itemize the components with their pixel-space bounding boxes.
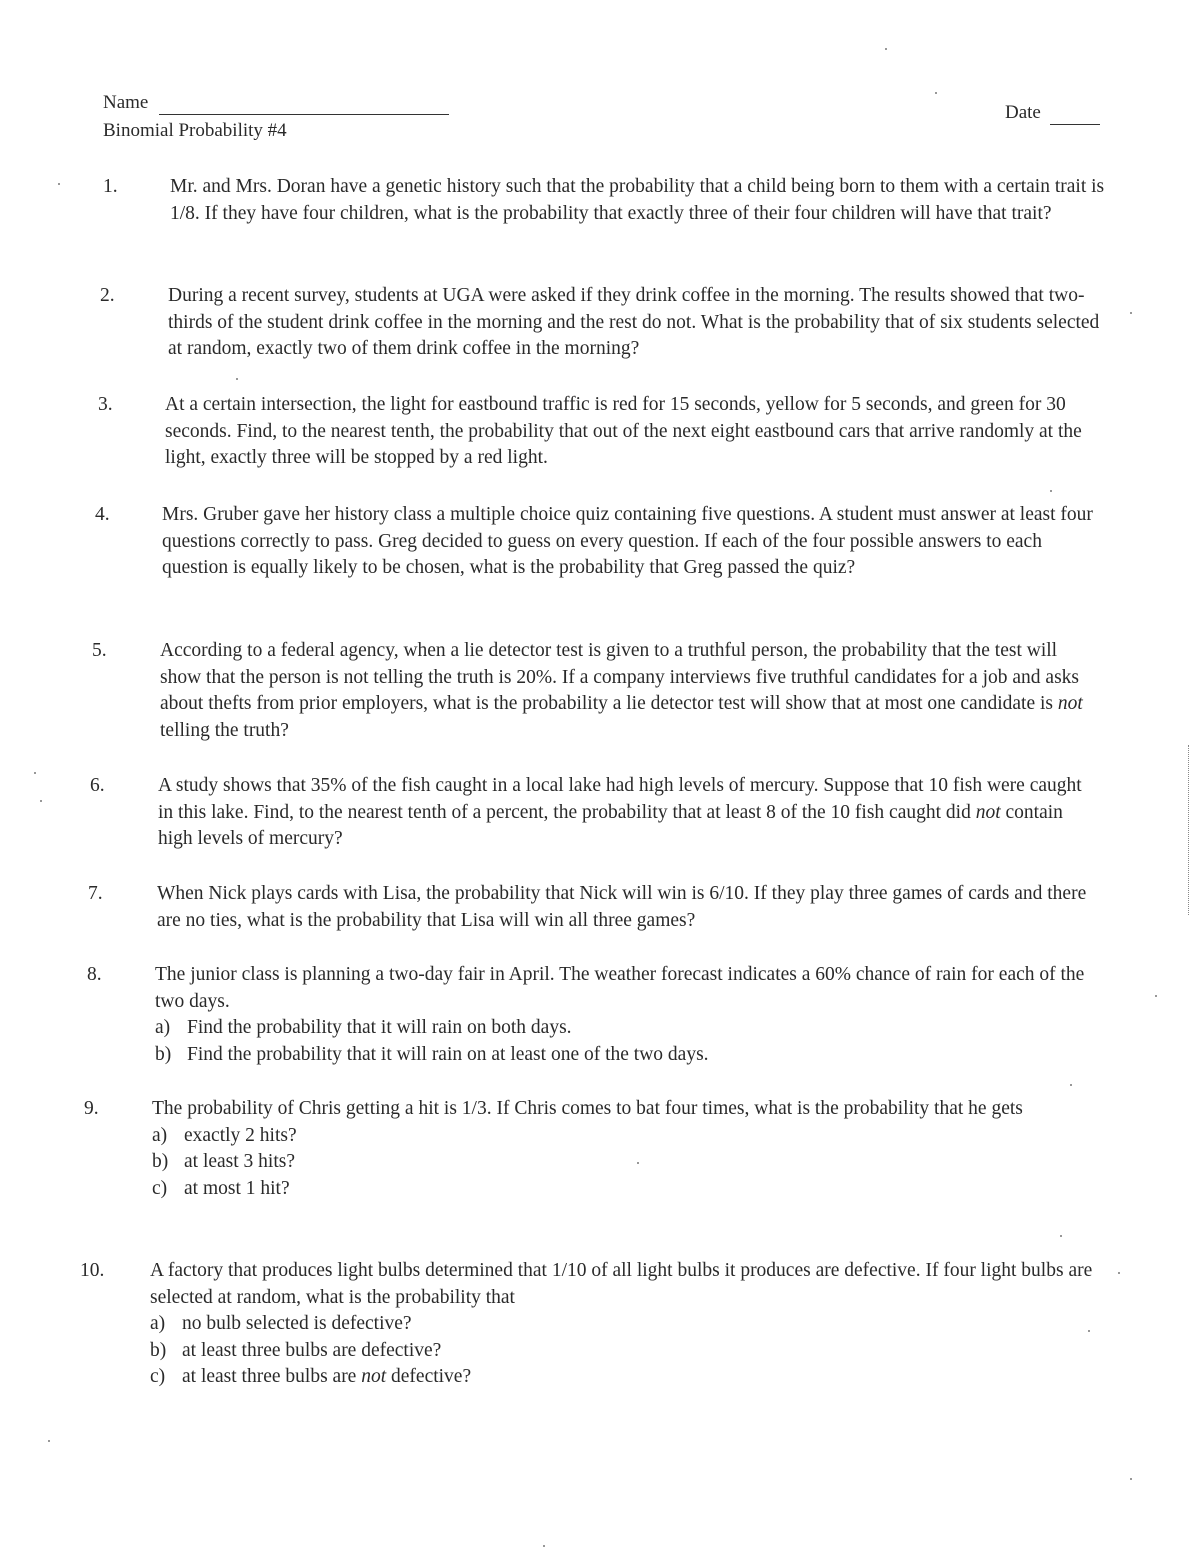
scan-speck (1155, 995, 1157, 997)
scan-speck (1088, 1330, 1090, 1332)
question-number: 9. (84, 1098, 99, 1119)
question-number: 5. (92, 640, 107, 661)
date-blank (1050, 102, 1100, 125)
date-field (1005, 102, 1100, 125)
scan-speck (1070, 1084, 1072, 1086)
scan-speck (58, 183, 60, 185)
scan-speck (34, 772, 36, 774)
scan-speck (1050, 490, 1052, 492)
name-field (103, 92, 449, 115)
scan-binding-dots (1188, 745, 1190, 915)
scan-speck (543, 1545, 545, 1547)
scan-speck (40, 800, 42, 802)
question-part: c) at least three bulbs are not defective? (150, 1366, 472, 1387)
scan-speck (637, 1162, 639, 1164)
question-text: At a certain intersection, the light for eastbound traffic is red for 15 seconds, yellow for 5 seconds, and green for 30 seconds. Find, to the nearest tenth, the probability that out of the next eight eastbound cars that arrive randomly at the light, exactly three will be stopped by a red light. (165, 394, 1082, 468)
question-text: Mr. and Mrs. Doran have a genetic history such that the probability that a child being born to them with a certain trait is 1/8. If they have four children, what is the probability that exactly three of their four children will have that trait? (170, 176, 1105, 224)
question-text: The junior class is planning a two-day fair in April. The weather forecast indicates a 60% chance of rain for each of the two days. a) Find the probability that it will rain on both days. b) Find the probability that it will rain on at least one of the two days. (155, 962, 1095, 1068)
question-part: a) exactly 2 hits? (152, 1124, 297, 1146)
question-part: a) no bulb selected is defective? (150, 1313, 412, 1334)
scan-speck (935, 92, 937, 94)
question-number: 2. (100, 285, 115, 306)
name-blank (159, 92, 449, 115)
scan-speck (1118, 1272, 1120, 1274)
question-text: When Nick plays cards with Lisa, the probability that Nick will win is 6/10. If they play three games of cards and there are no ties, what is the probability that Lisa will win all three games? (157, 883, 1087, 931)
question-number: 6. (90, 775, 105, 796)
scan-speck (885, 48, 887, 50)
question-text: A factory that produces light bulbs determined that 1/10 of all light bulbs it produces are defective. If four light bulbs are selected at random, what is the probability that a) no bulb selected is defective? b) at least three bulbs are defective? c) at least three bulbs are not defective? (150, 1258, 1095, 1391)
date-label: Date (1005, 102, 1041, 123)
question-part: a) Find the probability that it will rain on both days. (155, 1017, 572, 1038)
question-text: A study shows that 35% of the fish caught in a local lake had high levels of mercury. Suppose that 10 fish were caught in this lake. Find, to the nearest tenth of a percent, the probability that at least 8 of the 10 fish caught did not contain high levels of mercury? (158, 775, 1082, 849)
question-text: The probability of Chris getting a hit is 1/3. If Chris comes to bat four times, what is the probability that he gets a) exactly 2 hits? b) at least 3 hits? c) at most 1 hit? (152, 1096, 1097, 1202)
question-number: 4. (95, 504, 110, 525)
question-number: 10. (80, 1260, 105, 1281)
question-text: Mrs. Gruber gave her history class a multiple choice quiz containing five questions. A student must answer at least four questions correctly to pass. Greg decided to guess on every question. If each of the four possible answers to each question is equally likely to be chosen, what is the probability that Greg passed the quiz? (162, 504, 1093, 578)
question-part: b) at least 3 hits? (152, 1151, 296, 1172)
question-number: 8. (87, 964, 102, 985)
scan-speck (1060, 1235, 1062, 1237)
question-text: During a recent survey, students at UGA were asked if they drink coffee in the morning. The results showed that two-thirds of the student drink coffee in the morning and the rest do not. What is the probability that of six students selected at random, exactly two of them drink coffee in the morning? (168, 285, 1100, 359)
question-number: 7. (88, 883, 103, 904)
question-text: According to a federal agency, when a lie detector test is given to a truthful person, the probability that the test will show that the person is not telling the truth is 20%. If a company interviews five truthful candidates for a job and asks about thefts from prior employers, what is the probability a lie detector test will show that at most one candidate is not telling the truth? (160, 640, 1083, 741)
question-part: b) at least three bulbs are defective? (150, 1339, 442, 1361)
question-number: 3. (98, 394, 113, 415)
scan-speck (1130, 312, 1132, 314)
name-label: Name (103, 92, 149, 113)
scan-speck (48, 1440, 50, 1442)
scan-speck (1130, 1478, 1132, 1480)
worksheet-title: Binomial Probability #4 (103, 120, 287, 141)
scan-speck (236, 378, 238, 380)
question-number: 1. (103, 176, 118, 197)
question-part: c) at most 1 hit? (152, 1177, 290, 1199)
question-part: b) Find the probability that it will rain on at least one of the two days. (155, 1043, 709, 1065)
